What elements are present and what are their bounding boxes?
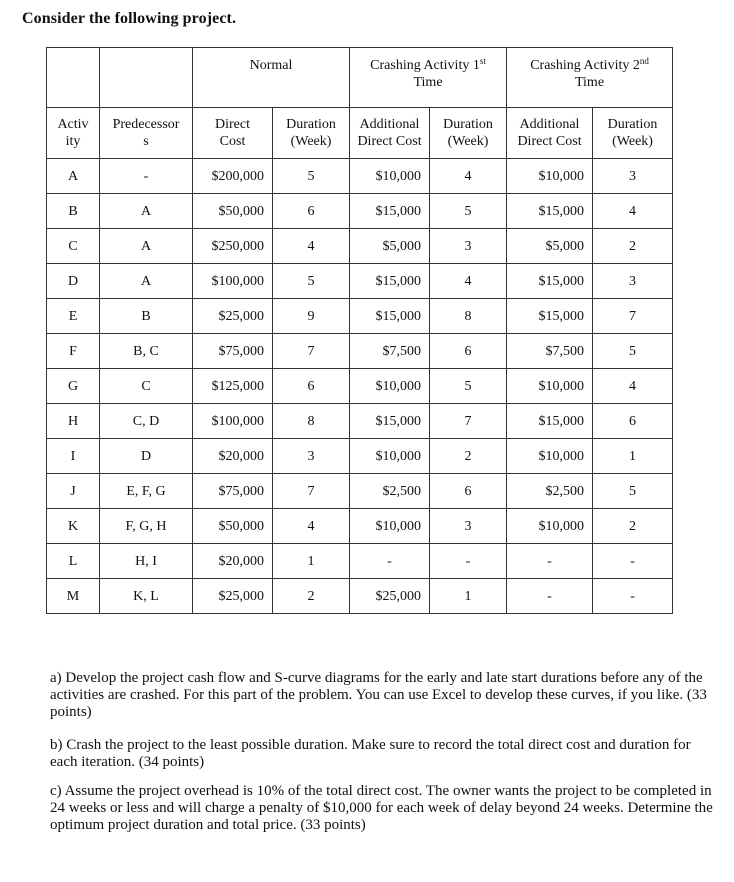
direct-cost-cell: $250,000 <box>193 229 273 264</box>
crash1-duration-cell: 6 <box>430 334 507 369</box>
activity-cell: G <box>47 369 100 404</box>
crash1-duration-header-line1: Duration <box>443 117 493 132</box>
crash2-duration-cell: 4 <box>593 369 673 404</box>
normal-duration-cell: 5 <box>273 159 350 194</box>
predecessors-cell: - <box>100 159 193 194</box>
activity-header-line2: ity <box>65 134 81 149</box>
crash2-additional-cost-cell: $15,000 <box>507 299 593 334</box>
crash2-additional-header-line2: Direct Cost <box>517 134 582 149</box>
activity-header-line1: Activ <box>57 117 89 132</box>
crash2-duration-cell: 2 <box>593 229 673 264</box>
crash1-additional-header-line1: Additional <box>359 117 420 132</box>
direct-cost-header-line2: Cost <box>219 134 246 149</box>
crash1-additional-cost-cell: $15,000 <box>350 404 430 439</box>
direct-cost-cell: $200,000 <box>193 159 273 194</box>
normal-duration-header-line1: Duration <box>286 117 336 132</box>
question-text: Develop the project cash flow and S-curve diagrams for the early and late start durations before any of the activities are crashed. For this part of the problem. You can use Excel to develop these curves, if you like. (33 points) <box>50 670 707 720</box>
direct-cost-cell: $75,000 <box>193 474 273 509</box>
crash1-duration-cell: 4 <box>430 264 507 299</box>
predecessors-cell: D <box>100 439 193 474</box>
crash1-duration-cell: 1 <box>430 579 507 614</box>
crash2-additional-cost-cell: $10,000 <box>507 369 593 404</box>
activity-cell: I <box>47 439 100 474</box>
crash2-additional-cost-cell: - <box>507 579 593 614</box>
predecessors-cell: A <box>100 229 193 264</box>
table-row <box>47 404 673 439</box>
crash1-duration-header <box>430 108 507 159</box>
crash2-duration-cell: 2 <box>593 509 673 544</box>
predecessors-cell: A <box>100 194 193 229</box>
crash1-duration-cell: 2 <box>430 439 507 474</box>
crash1-additional-cost-cell: $7,500 <box>350 334 430 369</box>
crash2-duration-cell: 3 <box>593 264 673 299</box>
group-header-row <box>47 48 673 108</box>
crash2-additional-cost-cell: $10,000 <box>507 159 593 194</box>
predecessors-cell: H, I <box>100 544 193 579</box>
crash1-header-sup: st <box>479 56 486 66</box>
crash2-duration-cell: 4 <box>593 194 673 229</box>
normal-duration-cell: 6 <box>273 369 350 404</box>
question-item <box>50 783 720 834</box>
table-row <box>47 264 673 299</box>
crash2-duration-cell: 5 <box>593 334 673 369</box>
crash1-duration-cell: 3 <box>430 229 507 264</box>
crash1-additional-cost-cell: $10,000 <box>350 159 430 194</box>
crash2-additional-header-line1: Additional <box>519 117 580 132</box>
crash2-additional-cost-cell: $15,000 <box>507 194 593 229</box>
crash1-duration-header-line2: (Week) <box>447 134 489 149</box>
project-table <box>46 47 673 614</box>
normal-duration-cell: 6 <box>273 194 350 229</box>
direct-cost-cell: $25,000 <box>193 579 273 614</box>
question-item <box>50 737 720 771</box>
crash1-duration-cell: 3 <box>430 509 507 544</box>
normal-duration-cell: 2 <box>273 579 350 614</box>
crash1-header-sub: Time <box>413 75 443 90</box>
crash2-duration-cell: 5 <box>593 474 673 509</box>
activity-cell: H <box>47 404 100 439</box>
blank-header-cell <box>100 48 193 108</box>
table-row <box>47 439 673 474</box>
normal-duration-header-line2: (Week) <box>290 134 332 149</box>
activity-header <box>47 108 100 159</box>
crash2-additional-cost-cell: $7,500 <box>507 334 593 369</box>
crash2-additional-cost-header <box>507 108 593 159</box>
activity-cell: E <box>47 299 100 334</box>
table-row <box>47 229 673 264</box>
normal-duration-cell: 9 <box>273 299 350 334</box>
table-row <box>47 369 673 404</box>
crash2-additional-cost-cell: $2,500 <box>507 474 593 509</box>
normal-duration-cell: 1 <box>273 544 350 579</box>
predecessors-cell: B <box>100 299 193 334</box>
crash1-additional-cost-cell: $2,500 <box>350 474 430 509</box>
direct-cost-cell: $125,000 <box>193 369 273 404</box>
predecessors-cell: C <box>100 369 193 404</box>
table-row <box>47 194 673 229</box>
predecessors-cell: F, G, H <box>100 509 193 544</box>
table-row <box>47 474 673 509</box>
activity-cell: J <box>47 474 100 509</box>
activity-cell: D <box>47 264 100 299</box>
crash2-group-header <box>507 48 673 108</box>
predecessors-cell: A <box>100 264 193 299</box>
crash1-duration-cell: 4 <box>430 159 507 194</box>
crash1-duration-cell: - <box>430 544 507 579</box>
predecessors-header <box>100 108 193 159</box>
crash2-duration-cell: 1 <box>593 439 673 474</box>
crash2-duration-cell: 7 <box>593 299 673 334</box>
question-text: Assume the project overhead is 10% of the total direct cost. The owner wants the project to be completed in 24 weeks or less and will charge a penalty of $10,000 for each week of delay beyond 24 weeks. Determine the optimum project duration and total price. (33 points) <box>50 783 713 833</box>
crash2-additional-cost-cell: - <box>507 544 593 579</box>
crash1-additional-cost-cell: $10,000 <box>350 439 430 474</box>
direct-cost-header <box>193 108 273 159</box>
crash2-duration-cell: 6 <box>593 404 673 439</box>
direct-cost-cell: $20,000 <box>193 439 273 474</box>
crash1-duration-cell: 5 <box>430 194 507 229</box>
crash1-additional-cost-cell: $10,000 <box>350 509 430 544</box>
crash2-additional-cost-cell: $15,000 <box>507 404 593 439</box>
activity-cell: A <box>47 159 100 194</box>
activity-cell: B <box>47 194 100 229</box>
question-label: c) <box>50 783 62 799</box>
table-row <box>47 334 673 369</box>
crash2-header-sub: Time <box>574 75 605 90</box>
direct-cost-cell: $50,000 <box>193 509 273 544</box>
predecessors-cell: K, L <box>100 579 193 614</box>
activity-cell: M <box>47 579 100 614</box>
crash2-duration-header-line2: (Week) <box>612 134 653 149</box>
table-row <box>47 299 673 334</box>
predecessors-cell: C, D <box>100 404 193 439</box>
crash2-duration-cell: - <box>593 544 673 579</box>
crash2-header-sup: nd <box>639 56 649 66</box>
direct-cost-cell: $25,000 <box>193 299 273 334</box>
activity-cell: L <box>47 544 100 579</box>
direct-cost-header-line1: Direct <box>215 117 250 132</box>
predecessors-cell: B, C <box>100 334 193 369</box>
direct-cost-cell: $75,000 <box>193 334 273 369</box>
crash1-additional-cost-cell: $15,000 <box>350 299 430 334</box>
crash1-duration-cell: 6 <box>430 474 507 509</box>
crash2-duration-cell: - <box>593 579 673 614</box>
table-row <box>47 544 673 579</box>
page-title: Consider the following project. <box>22 10 237 27</box>
table-body <box>47 159 673 614</box>
crash1-group-header <box>350 48 507 108</box>
normal-duration-cell: 4 <box>273 509 350 544</box>
direct-cost-cell: $50,000 <box>193 194 273 229</box>
direct-cost-cell: $100,000 <box>193 404 273 439</box>
direct-cost-cell: $100,000 <box>193 264 273 299</box>
question-item <box>50 670 720 721</box>
crash1-header-main: Crashing Activity 1 <box>370 58 480 73</box>
predecessors-cell: E, F, G <box>100 474 193 509</box>
crash2-additional-cost-cell: $5,000 <box>507 229 593 264</box>
crash1-duration-cell: 8 <box>430 299 507 334</box>
table-row <box>47 509 673 544</box>
normal-duration-cell: 7 <box>273 334 350 369</box>
crash2-duration-header <box>593 108 673 159</box>
activity-cell: C <box>47 229 100 264</box>
normal-group-header <box>193 48 350 108</box>
crash2-header-main: Crashing Activity 2 <box>530 58 640 73</box>
crash1-additional-cost-cell: $5,000 <box>350 229 430 264</box>
activity-cell: K <box>47 509 100 544</box>
question-label: a) <box>50 670 62 686</box>
normal-duration-cell: 8 <box>273 404 350 439</box>
crash1-duration-cell: 7 <box>430 404 507 439</box>
crash1-additional-header-line2: Direct Cost <box>357 134 422 149</box>
normal-duration-cell: 7 <box>273 474 350 509</box>
table-row <box>47 159 673 194</box>
crash2-additional-cost-cell: $15,000 <box>507 264 593 299</box>
crash1-additional-cost-cell: $25,000 <box>350 579 430 614</box>
normal-duration-header <box>273 108 350 159</box>
crash1-additional-cost-cell: $15,000 <box>350 264 430 299</box>
crash1-additional-cost-cell: $15,000 <box>350 194 430 229</box>
direct-cost-cell: $20,000 <box>193 544 273 579</box>
column-header-row <box>47 108 673 159</box>
crash1-additional-cost-cell: $10,000 <box>350 369 430 404</box>
question-text: Crash the project to the least possible duration. Make sure to record the total direct cost and duration for each iteration. (34 points) <box>50 737 691 770</box>
table-row <box>47 579 673 614</box>
crash1-additional-cost-cell: - <box>350 544 430 579</box>
blank-header-cell <box>47 48 100 108</box>
normal-duration-cell: 3 <box>273 439 350 474</box>
normal-duration-cell: 5 <box>273 264 350 299</box>
predecessors-header-line2: s <box>143 134 149 149</box>
crash1-duration-cell: 5 <box>430 369 507 404</box>
normal-duration-cell: 4 <box>273 229 350 264</box>
crash2-duration-header-line1: Duration <box>607 117 658 132</box>
crash2-duration-cell: 3 <box>593 159 673 194</box>
normal-header-label: Normal <box>249 58 293 73</box>
crash2-additional-cost-cell: $10,000 <box>507 439 593 474</box>
crash2-additional-cost-cell: $10,000 <box>507 509 593 544</box>
question-label: b) <box>50 737 63 753</box>
activity-cell: F <box>47 334 100 369</box>
crash1-additional-cost-header <box>350 108 430 159</box>
predecessors-header-line1: Predecessor <box>112 117 180 132</box>
